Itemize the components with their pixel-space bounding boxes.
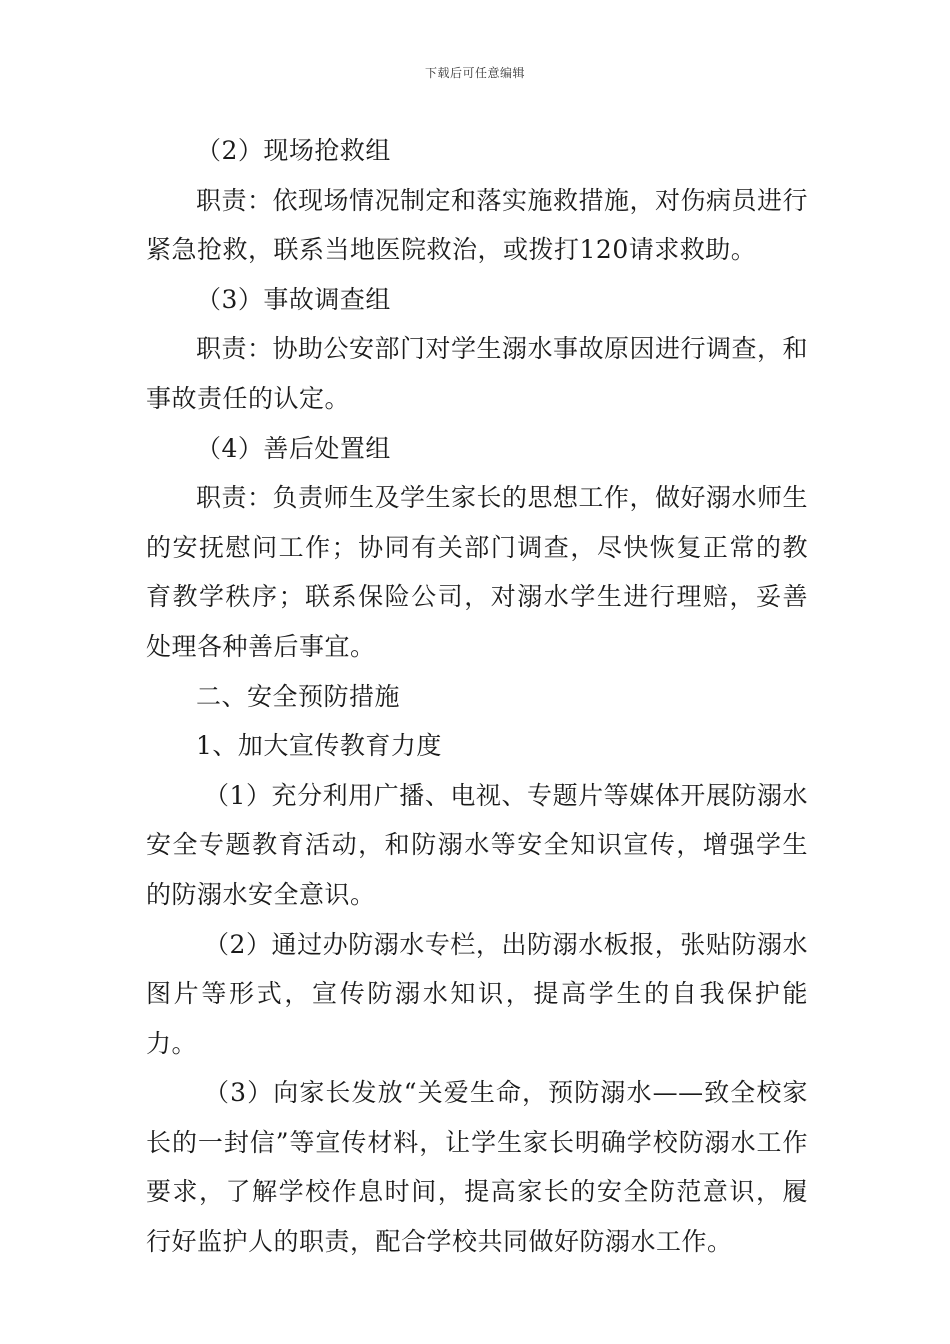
subsection-heading-education: 1、加大宣传教育力度: [196, 731, 442, 761]
paragraph-rescue-duties: 职责：依现场情况制定和落实施救措施，对伤病员进行紧急抢救，联系当地医院救治，或拨打120请求救助。: [146, 185, 809, 265]
document-body: [146, 126, 808, 1267]
paragraph-investigation-duties: 职责：协助公安部门对学生溺水事故原因进行调查，和事故责任的认定。: [146, 334, 809, 413]
paragraph-media-education: （1）充分利用广播、电视、专题片等媒体开展防溺水安全专题教育活动，和防溺水等安全知识宣传，增强学生的防溺水安全意识。: [146, 780, 808, 909]
paragraph-bulletin-publicity: （2）通过办防溺水专栏，出防溺水板报，张贴防溺水图片等形式，宣传防溺水知识，提高学生的自我保护能力。: [146, 929, 808, 1058]
paragraph-aftermath-duties: 职责：负责师生及学生家长的思想工作，做好溺水师生的安抚慰问工作；协同有关部门调查，尽快恢复正常的教育教学秩序；联系保险公司，对溺水学生进行理赔，妥善处理各种善后事宜。: [146, 483, 809, 661]
page-header: 下载后可任意编辑: [424, 66, 525, 80]
section-heading-prevention: 二、安全预防措施: [196, 681, 401, 711]
section-heading-investigation-team: （3）事故调查组: [196, 284, 391, 314]
paragraph-parent-letter: （3）向家长发放“关爱生命，预防溺水——致全校家长的一封信”等宣传材料，让学生家长明确学校防溺水工作要求，了解学校作息时间，提高家长的安全防范意识，履行好监护人的职责，配合学校共同做好防溺水工作。: [146, 1078, 808, 1257]
section-heading-rescue-team: （2）现场抢救组: [196, 136, 391, 165]
section-heading-aftermath-team: （4）善后处置组: [196, 433, 391, 463]
